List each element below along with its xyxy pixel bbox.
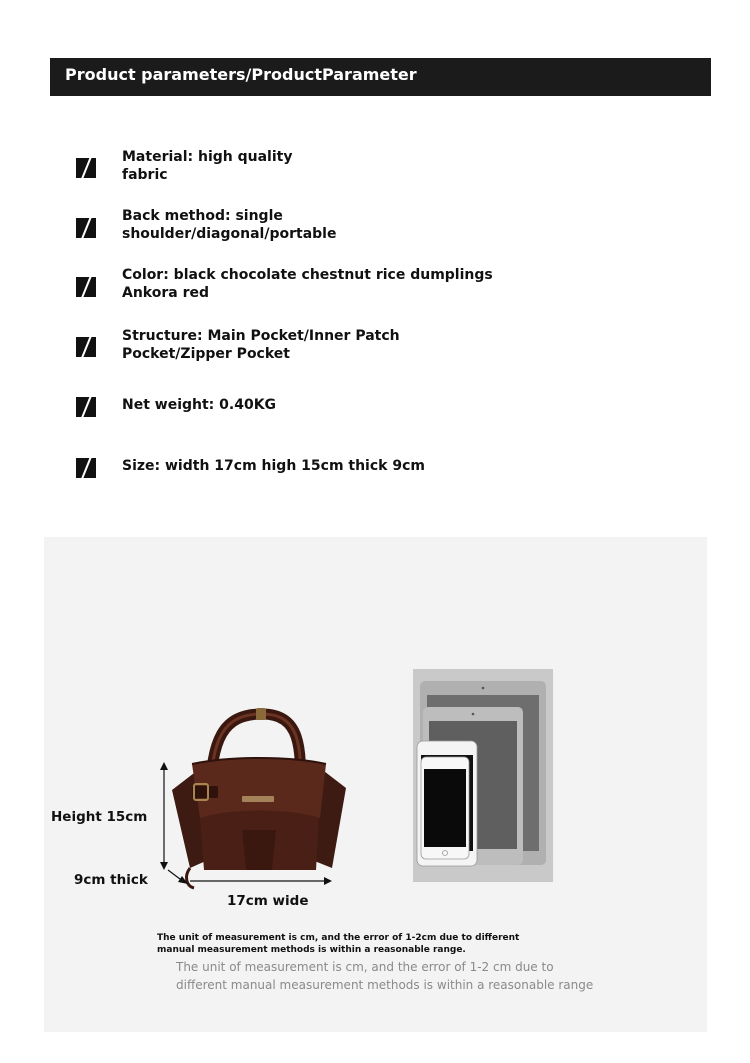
param-size: [0, 457, 750, 497]
param-text: Size: width 17cm high 15cm thick 9cm: [122, 458, 425, 474]
dimension-arrows: [150, 760, 350, 890]
slash-marker-icon: [76, 158, 96, 178]
param-color: [0, 266, 750, 306]
slash-marker-icon: [76, 277, 96, 297]
param-structure: [0, 327, 750, 367]
slash-marker-icon: [76, 337, 96, 357]
slash-marker-icon: [76, 397, 96, 417]
param-text: Net weight: 0.40KG: [122, 397, 277, 413]
width-label: 17cm wide: [227, 893, 309, 909]
param-material: [0, 148, 750, 188]
param-back-method: [0, 207, 750, 247]
param-text: Color: black chocolate chestnut rice dumplings Ankora red: [122, 267, 493, 301]
param-text: Back method: single shoulder/diagonal/portable: [122, 208, 337, 242]
section-title: Product parameters/ProductParameter: [65, 65, 417, 84]
slash-marker-icon: [76, 218, 96, 238]
thickness-label: 9cm thick: [74, 872, 148, 888]
height-label: Height 15cm: [51, 809, 148, 825]
section-header: [50, 58, 711, 96]
measurement-note-bold: The unit of measurement is cm, and the error of 1-2cm due to different manual measurement methods is within a reasonable range.: [157, 933, 520, 955]
slash-marker-icon: [76, 458, 96, 478]
param-text: Material: high quality fabric: [122, 149, 293, 183]
param-net-weight: [0, 396, 750, 436]
measurement-note-light: The unit of measurement is cm, and the error of 1-2 cm due to different manual measurement methods is within a reasonable range: [176, 960, 594, 992]
param-text: Structure: Main Pocket/Inner Patch Pocket/Zipper Pocket: [122, 328, 400, 362]
device-comparison-image: [413, 669, 553, 882]
